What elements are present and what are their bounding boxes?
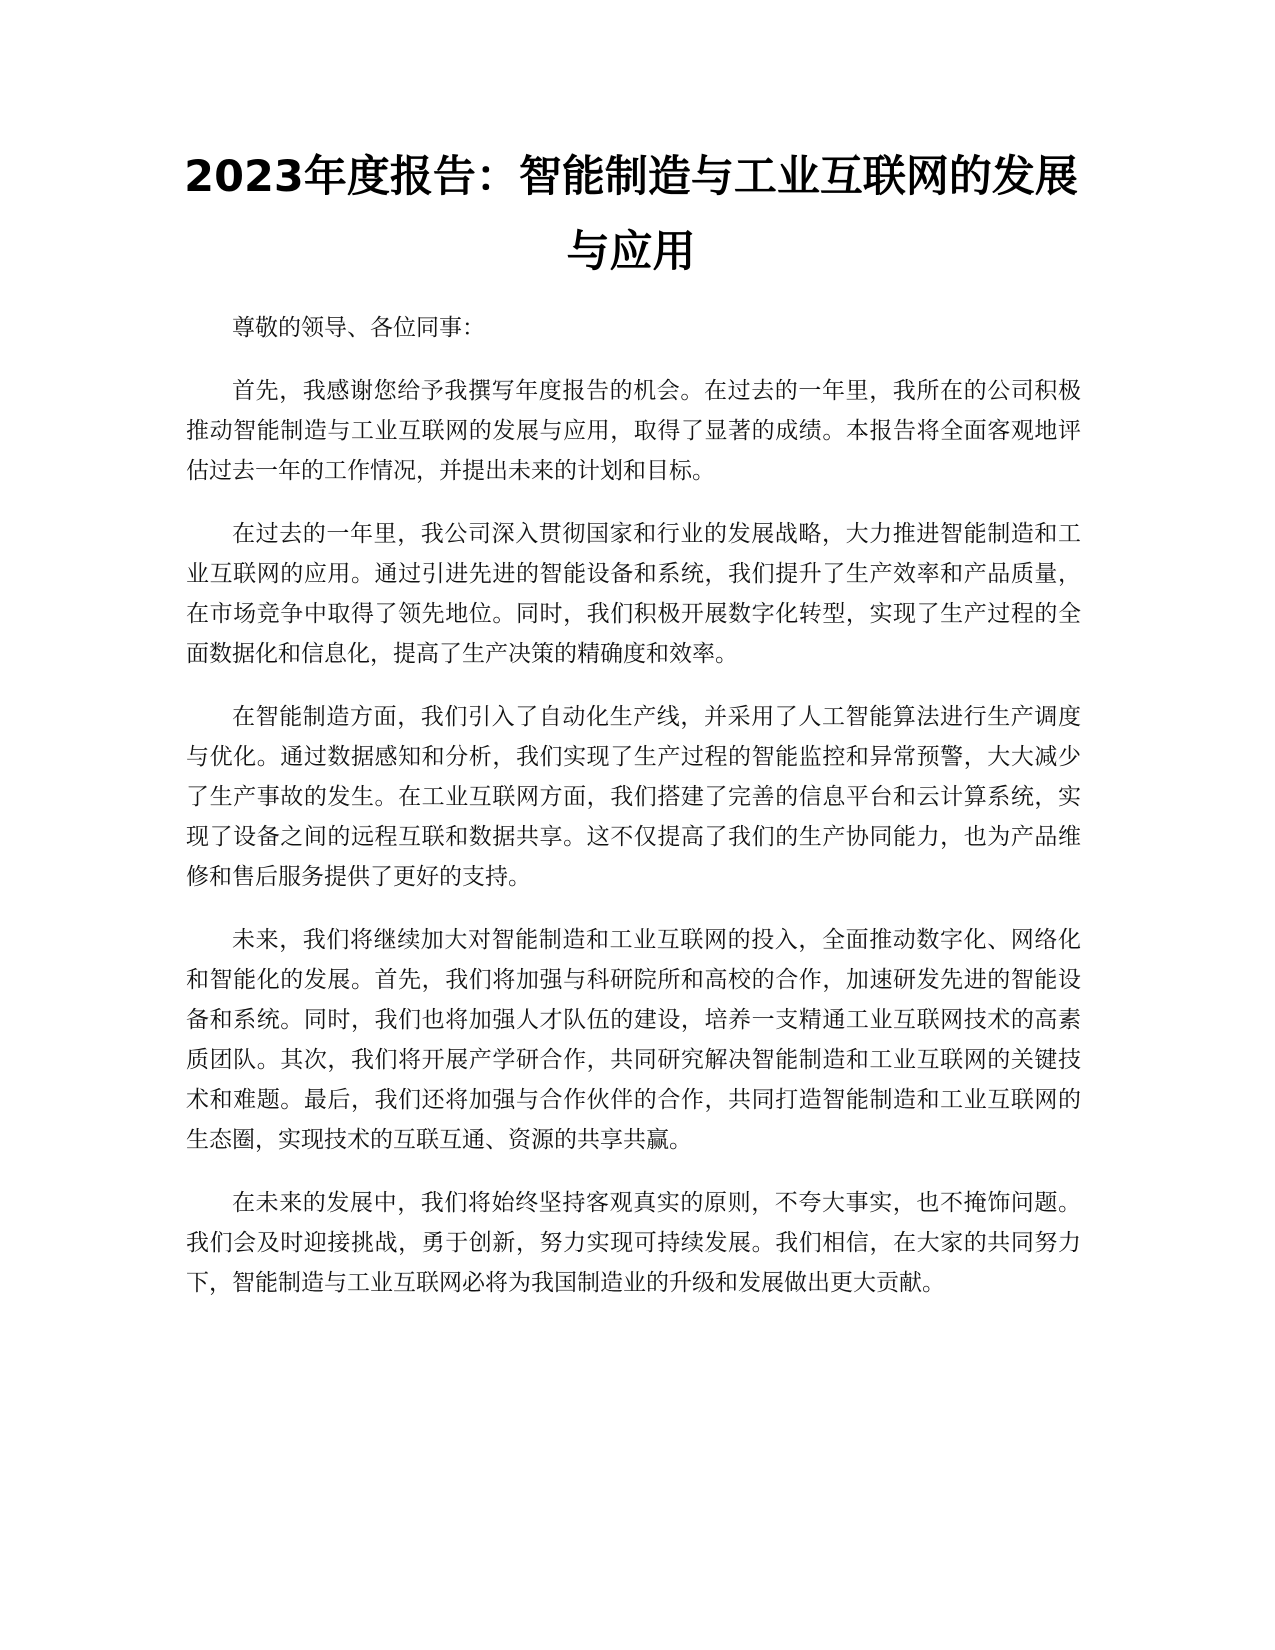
document-body [186, 308, 1081, 1326]
paragraph-past-year: 在过去的一年里，我公司深入贯彻国家和行业的发展战略，大力推进智能制造和工业互联网的应用。通过引进先进的智能设备和系统，我们提升了生产效率和产品质量，在市场竞争中取得了领先地位。同时，我们积极开展数字化转型，实现了生产过程的全面数据化和信息化，提高了生产决策的精确度和效率。 [186, 521, 1081, 667]
paragraph-intro: 首先，我感谢您给予我撰写年度报告的机会。在过去的一年里，我所在的公司积极推动智能制造与工业互联网的发展与应用，取得了显著的成绩。本报告将全面客观地评估过去一年的工作情况，并提出未来的计划和目标。 [186, 378, 1081, 484]
salutation: 尊敬的领导、各位同事： [232, 315, 485, 341]
document-title: 2023年度报告：智能制造与工业互联网的发展与应用 [184, 152, 1078, 277]
paragraph-conclusion: 在未来的发展中，我们将始终坚持客观真实的原则，不夸大事实，也不掩饰问题。我们会及时迎接挑战，勇于创新，努力实现可持续发展。我们相信，在大家的共同努力下，智能制造与工业互联网必将为我国制造业的升级和发展做出更大贡献。 [186, 1190, 1081, 1296]
paragraph-smart-manufacturing: 在智能制造方面，我们引入了自动化生产线，并采用了人工智能算法进行生产调度与优化。通过数据感知和分析，我们实现了生产过程的智能监控和异常预警，大大减少了生产事故的发生。在工业互联网方面，我们搭建了完善的信息平台和云计算系统，实现了设备之间的远程互联和数据共享。这不仅提高了我们的生产协同能力，也为产品维修和售后服务提供了更好的支持。 [186, 704, 1081, 890]
paragraph-future-plans: 未来，我们将继续加大对智能制造和工业互联网的投入，全面推动数字化、网络化和智能化的发展。首先，我们将加强与科研院所和高校的合作，加速研发先进的智能设备和系统。同时，我们也将加强人才队伍的建设，培养一支精通工业互联网技术的高素质团队。其次，我们将开展产学研合作，共同研究解决智能制造和工业互联网的关键技术和难题。最后，我们还将加强与合作伙伴的合作，共同打造智能制造和工业互联网的生态圈，实现技术的互联互通、资源的共享共赢。 [186, 927, 1081, 1153]
